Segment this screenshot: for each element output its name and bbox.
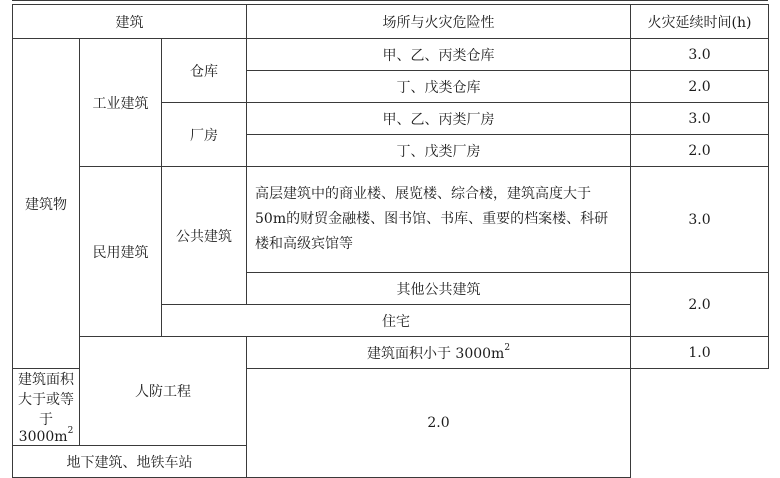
fire-duration-table (12, 4, 769, 478)
time-public-highrise: 3.0 (631, 167, 769, 273)
table-row (13, 167, 769, 273)
place-defense-small-text: 建筑面积小于 3000m (366, 345, 505, 362)
place-defense-large-text: 建筑面积大于或等于 3000m (18, 372, 74, 445)
table-row (13, 39, 769, 71)
top-rule (12, 0, 768, 1)
place-defense-large-sup: 2 (67, 426, 74, 437)
header-time: 火灾延续时间(h) (631, 5, 769, 39)
time-warehouse-de: 2.0 (631, 71, 769, 103)
group-factory: 厂房 (162, 103, 247, 167)
place-warehouse-de: 丁、戊类仓库 (247, 71, 631, 103)
place-defense-large (13, 369, 80, 446)
place-factory-de: 丁、戊类厂房 (247, 135, 631, 167)
place-factory-abc: 甲、乙、丙类厂房 (247, 103, 631, 135)
time-warehouse-abc: 3.0 (631, 39, 769, 71)
place-public-highrise: 高层建筑中的商业楼、展览楼、综合楼，建筑高度大于50m的财贸金融楼、图书馆、书库、重要的档案楼、科研楼和高级宾馆等 (247, 167, 631, 273)
group-civil-defense: 人防工程 (80, 337, 247, 446)
header-row (13, 5, 769, 39)
time-defense-small: 1.0 (631, 337, 769, 369)
place-warehouse-abc: 甲、乙、丙类仓库 (247, 39, 631, 71)
group-buildings: 建筑物 (13, 39, 80, 369)
place-defense-small (247, 337, 631, 369)
time-factory-de: 2.0 (631, 135, 769, 167)
header-building: 建筑 (13, 5, 247, 39)
place-underground: 地下建筑、地铁车站 (13, 446, 247, 478)
place-defense-small-sup: 2 (504, 342, 511, 353)
group-public: 公共建筑 (162, 167, 247, 305)
time-civil-residence: 2.0 (631, 273, 769, 337)
header-place: 场所与火灾危险性 (247, 5, 631, 39)
group-warehouse: 仓库 (162, 39, 247, 103)
place-public-other: 其他公共建筑 (247, 273, 631, 305)
group-industrial: 工业建筑 (80, 39, 162, 167)
place-residence: 住宅 (162, 305, 631, 337)
table-row (13, 337, 769, 369)
time-defense-underground: 2.0 (247, 369, 631, 478)
time-factory-abc: 3.0 (631, 103, 769, 135)
group-civil: 民用建筑 (80, 167, 162, 337)
